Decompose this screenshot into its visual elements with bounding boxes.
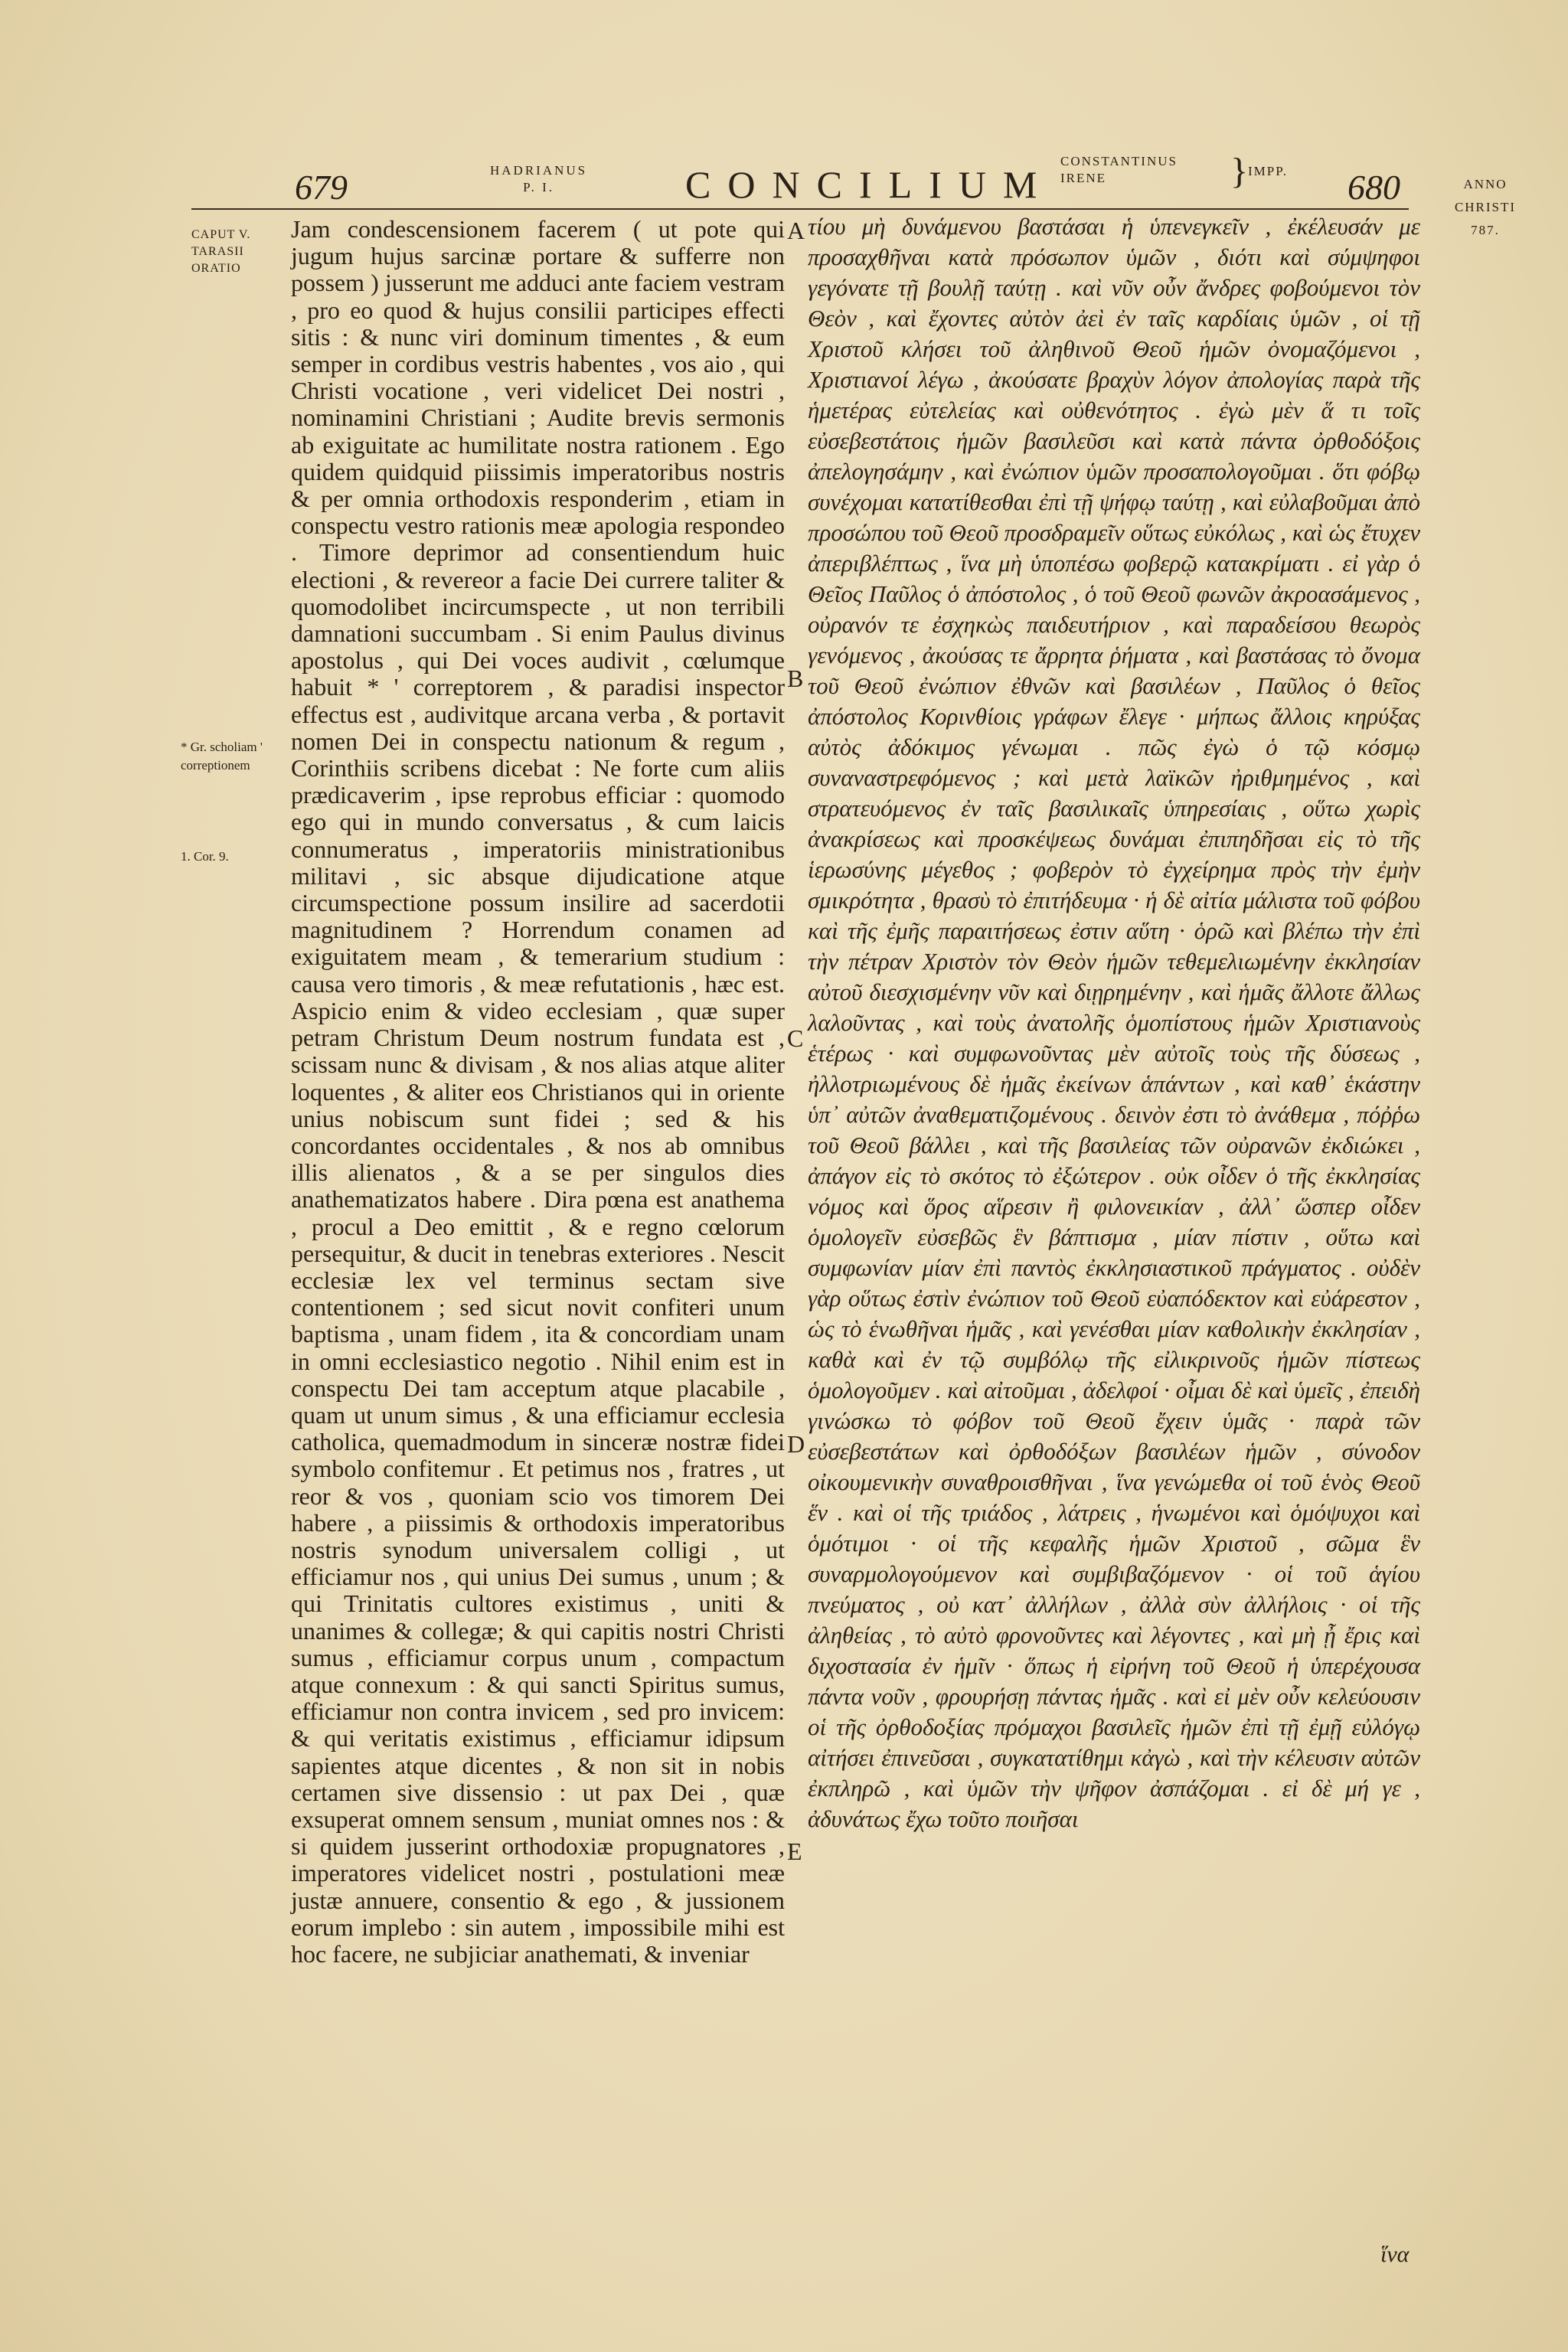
catchword: ἵνα (1380, 2242, 1410, 2267)
greek-column (808, 211, 1420, 1834)
sidenote-scholion: * Gr. scholiam ' correptionem (181, 740, 263, 773)
running-head-right (1060, 153, 1178, 187)
sidenote-corinthians: 1. Cor. 9. (181, 849, 229, 864)
running-head-hadrianus: HADRIANUS (490, 163, 588, 178)
sidenote-caput-line: CAPUT V. (191, 228, 251, 241)
section-marker-e: E (787, 1838, 802, 1865)
sidenote-anno (1424, 173, 1547, 242)
header-rule (191, 208, 1409, 210)
sidenote-caput (191, 227, 276, 277)
page-number-right: 680 (1348, 168, 1400, 207)
section-marker-b: B (787, 665, 804, 692)
latin-column (291, 216, 785, 1968)
running-head-impp: IMPP. (1248, 164, 1289, 178)
anno-label: ANNO (1463, 177, 1508, 191)
sidenote-caput-line: TARASII (191, 245, 244, 258)
greek-text: τίου μὴ δυνάμενου βαστάσαι ἡ ὑπενεγκεῖν , ἐκέλευσάν με προσαχθῆναι κατὰ πρόσωπον ὑμῶν , διότι καὶ σύμψηφοι γεγόνατε τῇ βουλῇ ταύτῃ . καὶ νῦν οὖν ἄνδρες φοβούμενοι τὸν Θεὸν , καὶ ἔχοντες αὐτὸν ἀεὶ ἐν ταῖς καρδίαις ὑμῶν , οἱ τῇ Χριστοῦ κλήσει τοῦ ἀληθινοῦ Θεοῦ ἡμῶν ὀνομαζόμενοι , Χριστιανοί λέγω , ἀκούσατε βραχὺν λόγον ἀπολογίας παρὰ τῆς ἡμετέρας εὐτελείας καὶ οὐθενότητος . ἐγὼ μὲν ἅ τι τοῖς εὐσεβεστάτοις ἡμῶν βασιλεῦσι καὶ κατὰ πάντα ὀρθοδόξοις ἀπελογησάμην , καὶ ἐνώπιον ὑμῶν προσαπολογοῦμαι . ὅτι φόβῳ συνέχομαι κατατίθεσθαι ἐπὶ τῇ ψήφῳ ταύτῃ , καὶ εὐλαβοῦμαι ἀπὸ προσώπου τοῦ Θεοῦ προσδραμεῖν οὕτως εὐκόλως , καὶ ὡς ἔτυχεν ἀπεριβλέπτως , ἵνα μὴ ὑποπέσω φοβερῷ κατακρίματι . εἰ γὰρ ὁ Θεῖος Παῦλος ὁ ἀπόστολος , ὁ τοῦ Θεοῦ φωνῶν ἀκροασάμενος , οὐρανόν τε ἐσχηκὼς παιδευτήριον , καὶ παραδείσου θεωρὸς γενόμενος , ἀκούσας τε ἄρρητα ῥήματα , καὶ βαστάσας τὸ ὄνομα τοῦ Θεοῦ ἐνώπιον ἐθνῶν καὶ βασιλέων , Παῦλος ὁ θεῖος ἀπόστολος Κορινθίοις γράφων ἔλεγε · μήπως ἄλλοις κηρύξας αὐτὸς ἀδόκιμος γένωμαι . πῶς ἐγὼ ὁ τῷ κόσμῳ συναναστρεφόμενος ; καὶ μετὰ λαϊκῶν ἠριθμημένος , καὶ στρατευόμενος ἐν ταῖς βασιλικαῖς ὑπηρεσίαις , οὕτω χωρὶς ἀνακρίσεως καὶ προσκέψεως δυνάμαι ἐπιπηδῆσαι εἰς τὸ τῆς ἱερωσύνης μέγεθος ; φοβερὸν τὸ ἐγχείρημα πρὸς τὴν ἐμὴν σμικρότητα , θρασὺ τὸ ἐπιτήδευμα · ἡ δὲ αἰτία μάλιστα τοῦ φόβου καὶ τῆς ἐμῆς παραιτήσεως ἐστιν αὕτη · ὁρῶ καὶ βλέπω τὴν ἐπὶ τὴν πέτραν Χριστὸν τὸν Θεὸν ἡμῶν τεθεμελιωμένην ἐκκλησίαν αὐτοῦ διεσχισμένην νῦν καὶ διῃρημένην , καὶ ἡμᾶς ἄλλοτε ἄλλως λαλοῦντας , καὶ τοὺς ἀνατολῆς ὁμοπίστους ἡμῶν Χριστιανοὺς ἑτέρως · καὶ συμφωνοῦντας μὲν αὐτοῖς τοὺς τῆς δύσεως , ἠλλοτριωμένους δὲ ἡμᾶς ἐκείνων ἁπάντων , καὶ καθ᾽ ἑκάστην ὑπ᾽ αὐτῶν ἀναθεματιζομένους . δεινὸν ἐστι τὸ ἀνάθεμα , πόῤῥω τοῦ Θεοῦ βάλλει , καὶ τῆς βασιλείας τῶν οὐρανῶν ἐκδιώκει , ἀπάγον εἰς τὸ σκότος τὸ ἐξώτερον . οὐκ οἶδεν ὁ τῆς ἐκκλησίας νόμος καὶ ὅρος αἵρεσιν ἢ φιλονεικίαν , ἀλλ᾽ ὥσπερ οἶδεν ὁμολογεῖν εὐσεβῶς ἓν βάπτισμα , μίαν πίστιν , οὕτω καὶ συμφωνίαν μίαν ἐπὶ παντὸς ἐκκλησιαστικοῦ πράγματος . οὐδὲν γὰρ οὕτως ἐστὶν ἐνώπιον τοῦ Θεοῦ εὐαπόδεκτον καὶ εὐάρεστον , ὡς τὸ ἑνωθῆναι ἡμᾶς , καὶ γενέσθαι μίαν καθολικὴν ἐκκλησίαν , καθὰ καὶ ἐν τῷ συμβόλῳ τῆς εἰλικρινοῦς ἡμῶν πίστεως ὁμολογοῦμεν . καὶ αἰτοῦμαι , ἀδελφοί · οἶμαι δὲ καὶ ὑμεῖς , ἐπειδὴ γινώσκω τὸ φόβον τοῦ Θεοῦ ἔχειν ὑμᾶς · παρὰ τῶν εὐσεβεστάτων καὶ ὀρθοδόξων βασιλέων ἡμῶν , σύνοδον οἰκουμενικὴν συναθροισθῆναι , ἵνα γενώμεθα οἱ τοῦ ἑνὸς Θεοῦ ἕν . καὶ οἱ τῆς τριάδος , λάτρεις , ἡνωμένοι καὶ ὁμόψυχοι καὶ ὁμότιμοι · οἱ τῆς κεφαλῆς ἡμῶν Χριστοῦ , σῶμα ἓν συναρμολογούμενον καὶ συμβιβαζόμενον · οἱ τοῦ ἁγίου πνεύματος , οὐ κατ᾽ ἀλλήλων , ἀλλὰ σὺν ἀλλήλοις · οἱ τῆς ἀληθείας , τὸ αὐτὸ φρονοῦντες καὶ λέγοντες , καὶ μὴ ᾖ ἔρις καὶ διχοστασία ἐν ἡμῖν · ὅπως ἡ εἰρήνη τοῦ Θεοῦ ἡ ὑπερέχουσα πάντα νοῦν , φρουρήσῃ πάντας ἡμᾶς . καὶ εἰ μὲν οὖν κελεύουσιν οἱ τῆς ὀρθοδοξίας πρόμαχοι βασιλεῖς ἡμῶν ἐπὶ τῇ ἐμῇ εὐλόγῳ αἰτήσει ἐπινεῦσαι , συγκατατίθημι κἀγὼ , καὶ τὴν κέλευσιν αὐτῶν ἐκπληρῶ , καὶ ὑμῶν τὴν ψῆφον ἀσπάζομαι . εἰ δὲ μή γε , ἀδυνάτως ἔχω τοῦτο ποιῆσαι (808, 213, 1420, 1832)
page-number-left: 679 (295, 168, 348, 207)
christi-label: CHRISTI (1454, 200, 1517, 214)
latin-text: Jam condescensionem facerem ( ut pote qui jugum hujus sarcinæ portare & sufferre non possem ) jusserunt me adduci ante faciem vestram , pro eo quod & hujus consilii participes effecti sitis : & nunc viri dominum timentes , & eum semper in cordibus vestris habentes , vos aio , qui Christi vocatione , veri videlicet Dei nostri , nominamini Christiani ; Audite brevis sermonis ab exiguitate ac humilitate nostra rationem . Ego quidem quidquid piissimis imperatoribus nostris & per omnia orthodoxis responderim , etiam in conspectu vestro rationis meæ apologia respondeo . Timore deprimor ad consentiendum huic electioni , & revereor a facie Dei currere taliter & quomodolibet incircumspecte , ut non terribili damnationi succumbam . Si enim Paulus divinus apostolus , qui Dei voces audivit , cœlumque habuit * ' correptorem , & paradisi inspector effectus est , audivitque arcana verba , & portavit nomen Dei in conspectu nationum & regum , Corinthiis scribens dicebat : Ne forte cum aliis prædicaverim , ipse reprobus efficiar : quomodo ego qui in mundo conversatus , & cum laicis connumeratus , imperatoriis ministrationibus militavi , sic absque dijudicatione atque circumspectione possum insilire ad sacerdotii magnitudinem ? Horrendum conamen ad exiguitatem meam , & temerarium studium : causa vero timoris , & meæ refutationis , hæc est. Aspicio enim & video ecclesiam , quæ super petram Christum Deum nostrum fundata est , scissam nunc & divisam , & nos alias atque aliter loquentes , & aliter eos Christianos qui in oriente unius nobiscum sunt fidei ; sed & his concordantes occidentales , & nos ab omnibus illis alienatos , & a se per singulos dies anathematizatos habere . Dira pœna est anathema , procul a Deo emittit , & e regno cœlorum persequitur, & ducit in tenebras exteriores . Nescit ecclesiæ lex vel terminus sectam sive contentionem ; sed sicut novit confiteri unum baptisma , unam fidem , ita & concordiam unam in omni ecclesiastico negotio . Nihil enim est in conspectu Dei tam acceptum atque placabile , quam ut unum simus , & una efficiamur ecclesia catholica, quemadmodum in sinceræ nostræ fidei symbolo confitemur . Et petimus nos , fratres , ut reor & vos , quoniam scio vos timorem Dei habere , a piissimis & orthodoxis imperatoribus nostris synodum universalem colligi , ut efficiamur nos , qui unius Dei sumus , unum ; & qui Trinitatis cultores existimus , uniti & unanimes & collegæ; & qui capitis nostri Christi sumus , efficiamur corpus unum , compactum atque connexum : & qui sancti Spiritus sumus, efficiamur non contra invicem , sed pro invicem: & qui veritatis existimus , efficiamur idipsum sapientes atque dicentes , & non sit in nobis certamen sive dissensio : ut pax Dei , quæ exsuperat omnem sensum , muniat omnes nos : & si quidem jusserint orthodoxiæ propugnatores , imperatores videlicet nostri , postulationi meæ justæ annuere, consentio & ego , & jussionem eorum implebo : sin autem , impossibile mihi est hoc facere, ne subjiciar anathemati, & inveniar (291, 215, 785, 1968)
running-head-pope: P. I. (523, 180, 555, 194)
sidenote-caput-line: ORATIO (191, 262, 241, 275)
running-head-left (490, 162, 587, 196)
section-marker-a: A (787, 217, 805, 244)
running-head-irene: IRENE (1060, 171, 1107, 185)
section-marker-c: C (787, 1024, 804, 1052)
year-label: 787. (1471, 223, 1500, 237)
running-title: CONCILIUM (685, 163, 1054, 206)
running-head-brace: } (1230, 151, 1249, 191)
running-head-constantinus: CONSTANTINUS (1060, 154, 1178, 168)
section-marker-d: D (787, 1430, 805, 1458)
